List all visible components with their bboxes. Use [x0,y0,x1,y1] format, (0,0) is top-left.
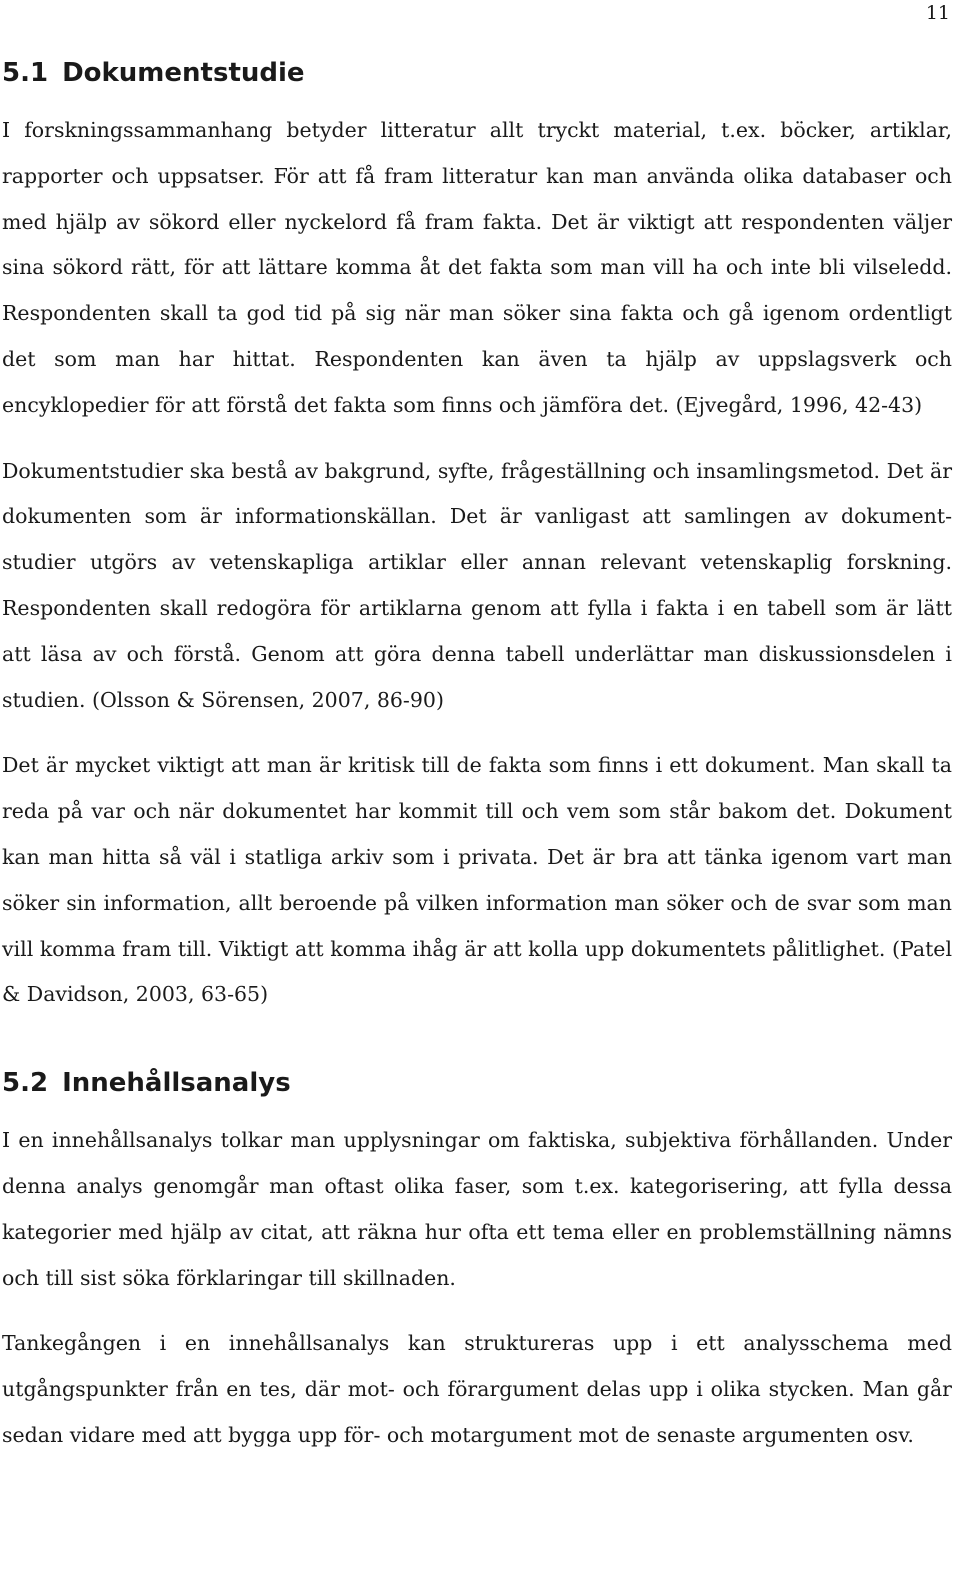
section-number: 5.1 [2,58,49,88]
paragraph: I forskningssammanhang betyder litteratur allt tryckt material, t.ex. böcker, artiklar, rapporter och uppsatser. För att få fram litteratur kan man använda olika databaser och med hjälp av sökord eller nyckelord få fram fakta. Det är viktigt att respondenten väljer sina sökord rätt, för att lättare komma åt det fakta som man vill ha och inte bli vilseledd. Respondenten skall ta god tid på sig när man söker sina fakta och gå igenom ordentligt det som man har hittat. Respondenten kan även ta hjälp av uppslagsverk och encyklopedier för att förstå det fakta som finns och jämföra det. (Ejvegård, 1996, 42-43) [2,118,952,417]
paragraph: Tankegången i en innehållsanalys kan struktureras upp i ett analysschema med utgångspunkter från en tes, där mot- och förargument delas upp i olika stycken. Man går sedan vidare med att bygga upp för- och motargument mot de senaste argumenten osv. [2,1331,952,1447]
section-number: 5.2 [2,1068,49,1099]
document-body [2,50,952,1479]
paragraph: Det är mycket viktigt att man är kritisk till de fakta som finns i ett dokument. Man skall ta reda på var och när dokumentet har kommit till och vem som står bakom det. Dokument kan man hitta så väl i statliga arkiv som i privata. Det är bra att tänka igenom vart man söker sin information, allt beroende på vilken information man söker och de svar som man vill komma fram till. Viktigt att komma ihåg är att kolla upp dokumentets pålitlighet. (Patel & Davidson, 2003, 63-65) [2,753,952,1007]
section-title: Dokumentstudie [62,58,305,88]
paragraph: Dokumentstudier ska bestå av bakgrund, syfte, frågeställning och insamlingsmetod. Det är dokumenten som är informationskällan. Det är vanligast att samlingen av dokument- studier utgörs av vetenskapliga artiklar eller annan relevant vetenskaplig forskning. Respondenten skall redogöra för artiklarna genom att fylla i fakta i en tabell som är lätt att läsa av och förstå. Genom att göra denna tabell underlättar man diskussionsdelen i studien. (Olsson & Sörensen, 2007, 86-90) [2,458,952,712]
section-heading [2,1060,952,1106]
section-title: Innehållsanalys [62,1068,291,1099]
section-innehallsanalys [2,1060,952,1459]
paragraph: I en innehållsanalys tolkar man upplysningar om faktiska, subjektiva förhållanden. Under denna analys genomgår man oftast olika faser, som t.ex. kategorisering, att fylla dessa kategorier med hjälp av citat, att räkna hur ofta ett tema eller en problemställning nämns och till sist söka förklaringar till skillnaden. [2,1128,952,1290]
page-number: 11 [925,2,950,24]
section-heading [2,50,952,96]
section-dokumentstudie [2,50,952,1018]
